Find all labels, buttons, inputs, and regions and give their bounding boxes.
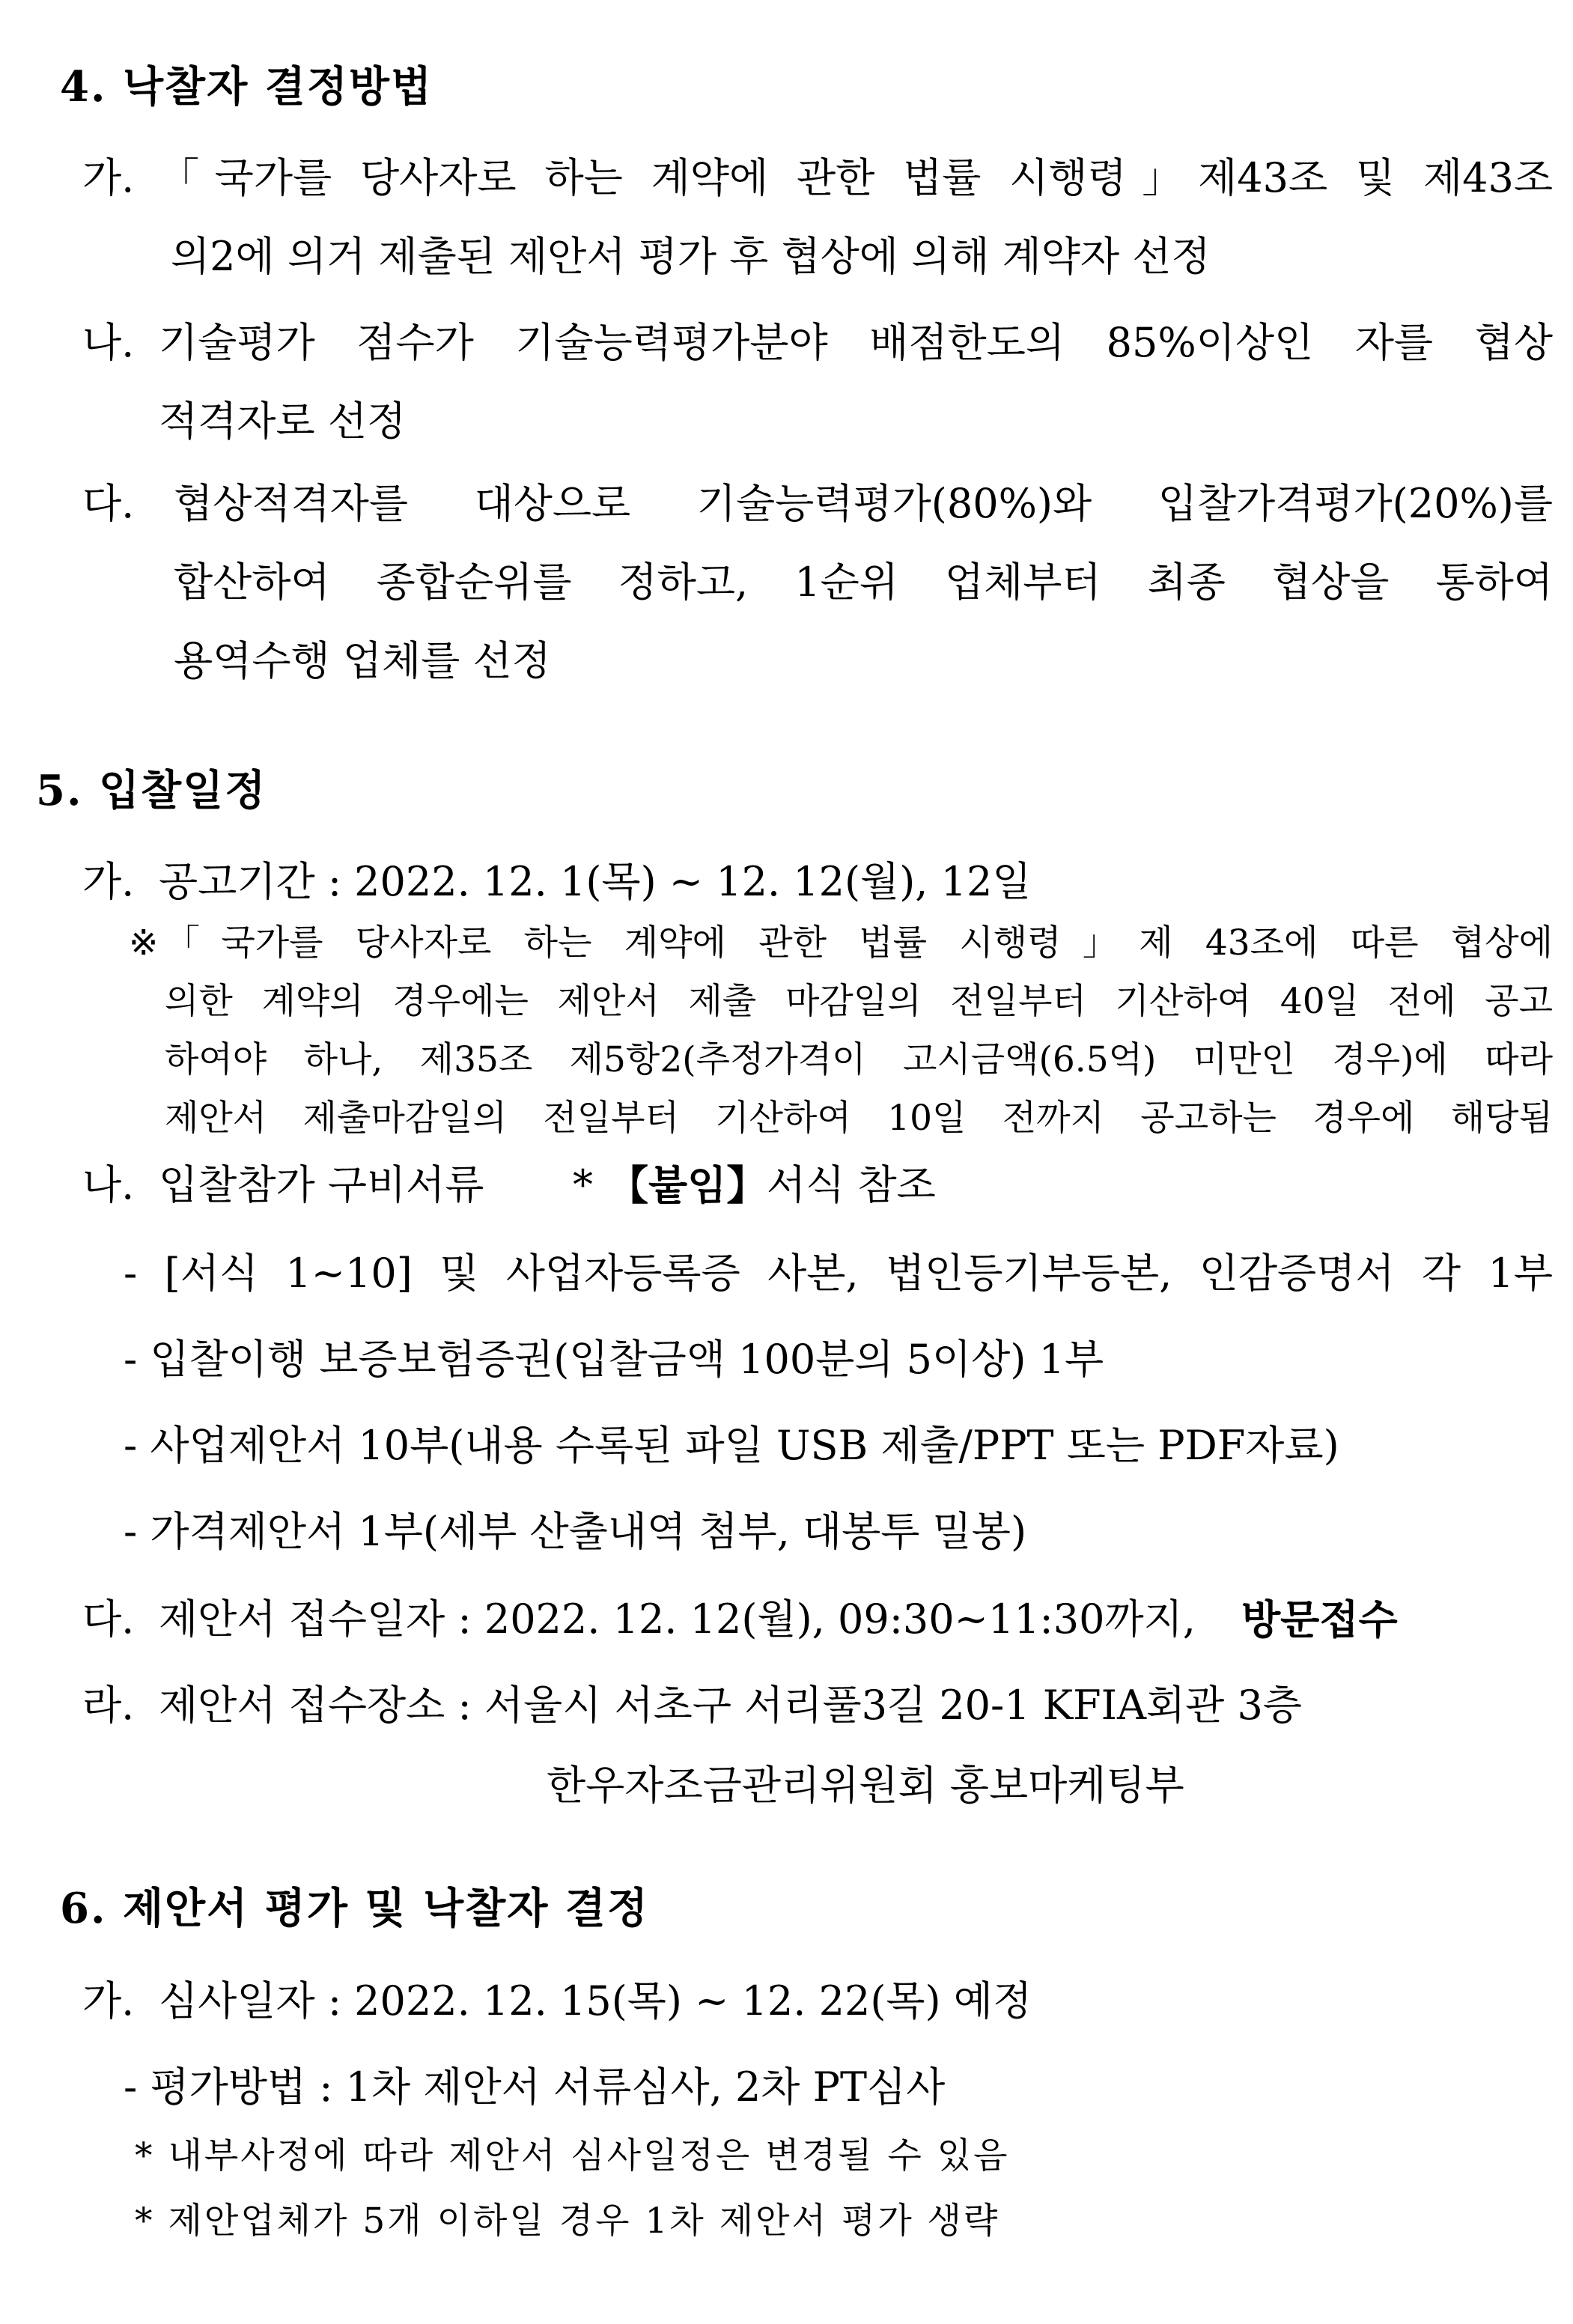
- s5-ra-text: 제안서 접수장소 : 서울시 서초구 서리풀3길 20-1 KFIA회관 3층: [159, 1682, 1302, 1729]
- s4-da-line3: 용역수행 업체를 선정: [174, 637, 551, 684]
- s5-ga-note2: 의한 계약의 경우에는 제안서 제출 마감일의 전일부터 기산하여 40일 전에 공고: [165, 981, 1553, 1022]
- s4-ga-line2: 의2에 의거 제출된 제안서 평가 후 협상에 의해 계약자 선정: [171, 233, 1211, 280]
- s5-ga-text: 공고기간 : 2022. 12. 1(목) ~ 12. 12(월), 12일: [159, 858, 1032, 905]
- s4-na-marker: 나.: [82, 319, 135, 366]
- s4-ga-marker: 가.: [82, 154, 135, 201]
- s5-ga-note3: 하여야 하나, 제35조 제5항2(추정가격이 고시금액(6.5억) 미만인 경우)에 따라: [165, 1039, 1553, 1080]
- s5-na-ref-star: *: [573, 1161, 593, 1208]
- s4-na-line1: 기술평가 점수가 기술능력평가분야 배점한도의 85%이상인 자를 협상: [159, 319, 1553, 366]
- s6-note-2: * 제안업체가 5개 이하일 경우 1차 제안서 평가 생략: [135, 2200, 1000, 2242]
- s4-da-line1: 협상적격자를 대상으로 기술능력평가(80%)와 입찰가격평가(20%)를: [174, 480, 1553, 527]
- s4-da-marker: 다.: [82, 480, 135, 527]
- section-6-title: 6. 제안서 평가 및 낙찰자 결정: [60, 1884, 649, 1933]
- s5-ra-line2: 한우자조금관리위원회 홍보마케팅부: [547, 1762, 1184, 1809]
- s5-ga-note-mark: ※: [129, 922, 159, 964]
- s5-ga-marker: 가.: [82, 858, 135, 905]
- s4-ga-line1: 「국가를 당사자로 하는 계약에 관한 법률 시행령」제43조 및 제43조: [159, 154, 1553, 201]
- s5-na-item-4: - 가격제안서 1부(세부 산출내역 첨부, 대봉투 밀봉): [124, 1508, 1027, 1555]
- s5-na-ref-bold: 【붙임】: [608, 1161, 767, 1209]
- s4-na-line2: 적격자로 선정: [159, 398, 407, 445]
- s6-method: - 평가방법 : 1차 제안서 서류심사, 2차 PT심사: [124, 2063, 946, 2111]
- s5-da-text: 제안서 접수일자 : 2022. 12. 12(월), 09:30~11:30까지,: [159, 1596, 1196, 1643]
- s5-ra-marker: 라.: [82, 1682, 135, 1729]
- section-5-title: 5. 입찰일정: [36, 766, 267, 815]
- s6-note-1: * 내부사정에 따라 제안서 심사일정은 변경될 수 있음: [135, 2135, 1010, 2177]
- s5-ga-note1: 「국가를 당사자로 하는 계약에 관한 법률 시행령」제 43조에 따른 협상에: [165, 922, 1553, 964]
- s5-na-item-3: - 사업제안서 10부(내용 수록된 파일 USB 제출/PPT 또는 PDF자료): [124, 1422, 1339, 1469]
- s5-ga-note4: 제안서 제출마감일의 전일부터 기산하여 10일 전까지 공고하는 경우에 해당됨: [165, 1098, 1553, 1139]
- s5-na-item-2: - 입찰이행 보증보험증권(입찰금액 100분의 5이상) 1부: [124, 1336, 1104, 1383]
- s5-na-ref-text: 서식 참조: [767, 1161, 936, 1208]
- s5-da-marker: 다.: [82, 1596, 135, 1643]
- s6-ga-marker: 가.: [82, 1977, 135, 2025]
- s5-na-marker: 나.: [82, 1161, 135, 1208]
- s5-na-text: 입찰참가 구비서류: [159, 1161, 484, 1208]
- s5-da-bold: 방문접수: [1241, 1596, 1398, 1643]
- s5-na-item-1: - [서식 1~10] 및 사업자등록증 사본, 법인등기부등본, 인감증명서 각 1부: [124, 1250, 1553, 1297]
- s4-da-line2: 합산하여 종합순위를 정하고, 1순위 업체부터 최종 협상을 통하여: [174, 559, 1553, 606]
- s6-ga-text: 심사일자 : 2022. 12. 15(목) ~ 12. 22(목) 예정: [159, 1977, 1032, 2025]
- section-4-title: 4. 낙찰자 결정방법: [60, 62, 433, 112]
